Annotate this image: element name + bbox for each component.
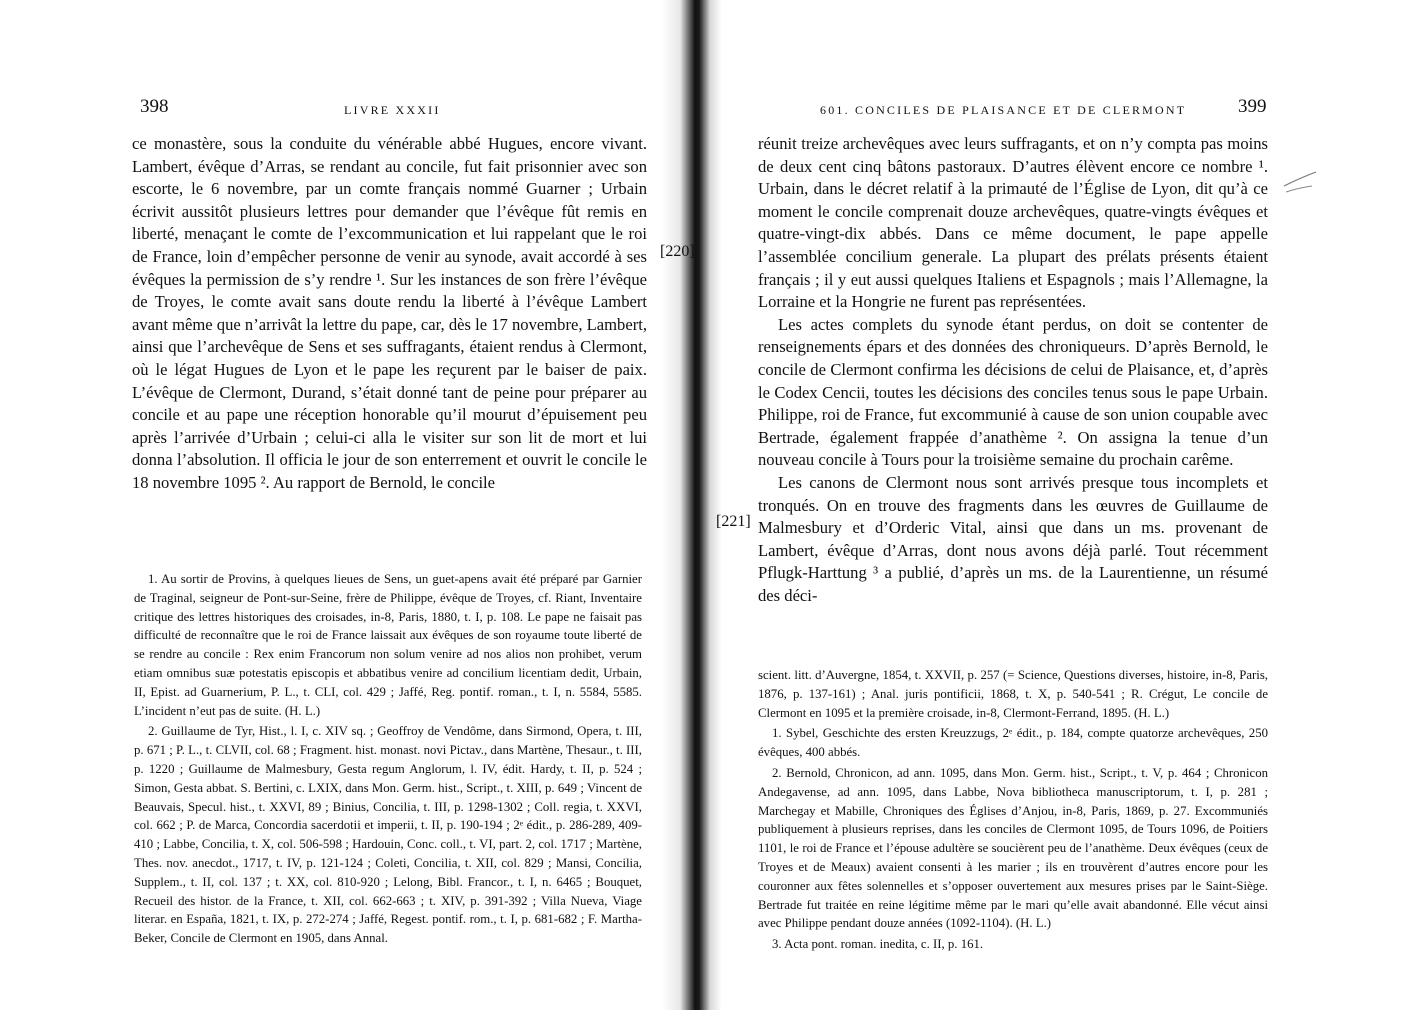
footnotes	[134, 570, 642, 950]
footnote: 3. Acta pont. roman. inedita, c. II, p. 161.	[772, 937, 984, 952]
margin-reference: [221]	[716, 513, 751, 530]
body-text	[132, 133, 647, 495]
body-paragraph: ce monastère, sous la conduite du vénérable abbé Hugues, encore vivant. Lambert, évêque d’Arras, se rendant au concile, fut fait prisonnier avec son escorte, le 6 novembre, par un comte français nommé Guarner ; Urbain écrivit aussitôt plusieurs lettres pour demander que l’évêque fût remis en liberté, menaçant le comte de l’excommunication et lui rappelant que le roi de France, loin d’empêcher personne de venir au synode, avait accordé à ses évêques la permission de s’y rendre ¹. Sur les instances de son frère l’évêque de Troyes, le comte avait sans doute rendu la liberté à l’évêque Lambert avant même que n’arrivât la lettre du pape, car, dès le 17 novembre, Lambert, ainsi que l’archevêque de Sens et ses suffragants, étaient rendus à Clermont, où le légat Hugues de Lyon et le pape les reçurent par le baiser de paix. L’évêque de Clermont, Durand, s’était donné tant de peine pour préparer au concile et au pape une réception honorable qu’il mourut d’épuisement peu après l’arrivée d’Urbain ; celui-ci alla le visiter sur son lit de mort et lui donna l’absolution. Il officia le jour de son enterrement et ouvrit le concile le 18 novembre 1095 ². Au rapport de Bernold, le concile	[132, 134, 647, 492]
page-number: 399	[1238, 96, 1267, 117]
pencil-mark-icon	[1282, 168, 1318, 198]
footnote: 1. Au sortir de Provins, à quelques lieues de Sens, un guet-apens avait été préparé par Garnier de Traginal, seigneur de Pont-sur-Seine, frère de Philippe, évêque de Troyes, cf. Riant, Inventaire critique des lettres historiques des croisades, in-8, Paris, 1880, t. I, p. 108. Le pape ne faisait pas difficulté de reconnaître que le roi de France laissait aux évêques de son royaume toute liberté de se rendre au concile : Rex enim Francorum non solum venire ad nos alios non prohibet, verum etiam omnibus suæ potestatis episcopis et abbatibus venire ad concilium licentiam dedit, Urbain, II, Epist. ad Guarnerium, P. L., t. CLI, col. 429 ; Jaffé, Reg. pontif. roman., t. I, n. 5584, 5585. L’incident n’eut pas de suite. (H. L.)	[134, 572, 642, 718]
footnote: 1. Sybel, Geschichte des ersten Kreuzzugs, 2ᵉ édit., p. 184, compte quatorze archevêques, 250 évêques, 400 abbés.	[758, 726, 1268, 760]
footnote: 2. Guillaume de Tyr, Hist., l. I, c. XIV sq. ; Geoffroy de Vendôme, dans Sirmond, Opera, t. III, p. 671 ; P. L., t. CLVII, col. 68 ; Fragment. hist. monast. novi Pictav., dans Martène, Thesaur., t. III, p. 1220 ; Guillaume de Malmesbury, Gesta regum Anglorum, l. IV, édit. Hardy, t. II, p. 524 ; Simon, Gesta abbat. S. Bertini, c. LXIX, dans Mon. Germ. hist., Script., t. XIII, p. 649 ; Vincent de Beauvais, Specul. hist., t. XXVI, 89 ; Binius, Concilia, t. III, p. 1298-1302 ; Coll. regia, t. XXVI, col. 662 ; P. de Marca, Concordia sacerdotii et imperii, t. II, p. 190-194 ; 2ᵉ édit., p. 286-289, 409-410 ; Labbe, Concilia, t. X, col. 506-598 ; Hardouin, Conc. coll., t. VI, part. 2, col. 1717 ; Martène, Thes. nov. anecdot., 1717, t. IV, p. 121-124 ; Coleti, Concilia, t. XII, col. 829 ; Mansi, Concilia, Supplem., t. II, col. 137 ; t. XX, col. 810-920 ; Lelong, Bibl. Francor., t. I, n. 6465 ; Bouquet, Recueil des histor. de la France, t. XII, col. 662-663 ; t. XIV, p. 391-392 ; Villa Nueva, Viage literar. en España, 1821, t. IX, p. 272-274 ; Jaffé, Regest. pontif. rom., t. I, p. 681-682 ; F. Martha-Beker, Concile de Clermont en 1905, dans Annal.	[134, 724, 642, 946]
footnote: scient. litt. d’Auvergne, 1854, t. XXVII, p. 257 (= Science, Questions diverses, histoire, in-8, Paris, 1876, p. 137-161) ; Anal. juris pontificii, 1868, t. X, p. 540-541 ; R. Crégut, Le concile de Clermont en 1095 et la première croisade, in-8, Clermont-Ferrand, 1895. (H. L.)	[758, 668, 1268, 720]
body-paragraph: Les actes complets du synode étant perdus, on doit se contenter de renseignements épars et des données des chroniqueurs. D’après Bernold, le concile de Clermont confirma les décisions de celui de Plaisance, et, d’après le Codex Cencii, toutes les décisions des conciles tenus sous le pape Urbain. Philippe, roi de France, fut excommunié à cause de son union coupable avec Bertrade, également frappée d’anathème ². On assigna la tenue d’un nouveau concile à Tours pour la troisième semaine du prochain carême.	[758, 314, 1268, 470]
footnotes	[758, 666, 1268, 956]
body-paragraph: réunit treize archevêques avec leurs suffragants, et on n’y compta pas moins de deux cent cinq bâtons pastoraux. D’autres élèvent encore ce nombre ¹. Urbain, dans le décret relatif à la primauté de l’Église de Lyon, dit qu’à ce moment le concile comprenait douze archevêques, quatre-vingts évêques et quatre-vingt-dix abbés. Dans ce même document, le pape appelle l’assemblée concilium generale. La plupart des prélats présents étaient français ; il y eut aussi quelques Italiens et Espagnols ; mais l’Allemagne, la Lorraine et la Hongrie ne furent pas représentées.	[758, 134, 1268, 312]
body-text	[758, 133, 1268, 607]
left-page	[0, 0, 695, 1010]
running-head: 601. CONCILES DE PLAISANCE ET DE CLERMONT	[820, 103, 1187, 117]
right-page	[712, 0, 1404, 1010]
footnote: 2. Bernold, Chronicon, ad ann. 1095, dans Mon. Germ. hist., Script., t. V, p. 464 ; Chronicon Andegavense, ad ann. 1095, dans Labbe, Nova bibliotheca manuscriptorum, t. I, p. 281 ; Marchegay et Mabille, Chroniques des Églises d’Anjou, in-8, Paris, 1869, p. 27. Excommuniés publiquement à plusieurs reprises, dans les conciles de Clermont 1095, de Tours 1096, de Poitiers 1101, le roi de France et l’épouse adultère se soucièrent peu de l’anathème. Deux évêques (ceux de Troyes et de Meaux) avaient consenti à les marier ; ils en trouvèrent d’autres encore pour les couronner aux fêtes solennelles et s’opposer ouvertement aux mesures prises par le Saint-Siège. Bertrade fut traitée en reine légitime même par le mari qu’elle avait abandonné. Elle vécut ainsi avec Philippe pendant douze années (1092-1104). (H. L.)	[758, 765, 1268, 931]
margin-reference: [220]	[660, 243, 695, 260]
running-head: LIVRE XXXII	[344, 103, 441, 117]
page-number: 398	[140, 96, 169, 117]
body-paragraph: Les canons de Clermont nous sont arrivés presque tous incomplets et tronqués. On en trouve des fragments dans les œuvres de Guillaume de Malmesbury et d’Orderic Vital, ainsi que dans un ms. provenant de Lambert, évêque d’Arras, dont nous avons déjà parlé. Tout récemment Pflugk-Harttung ³ a publié, d’après un ms. de la Laurentienne, un résumé des déci-	[758, 472, 1268, 605]
